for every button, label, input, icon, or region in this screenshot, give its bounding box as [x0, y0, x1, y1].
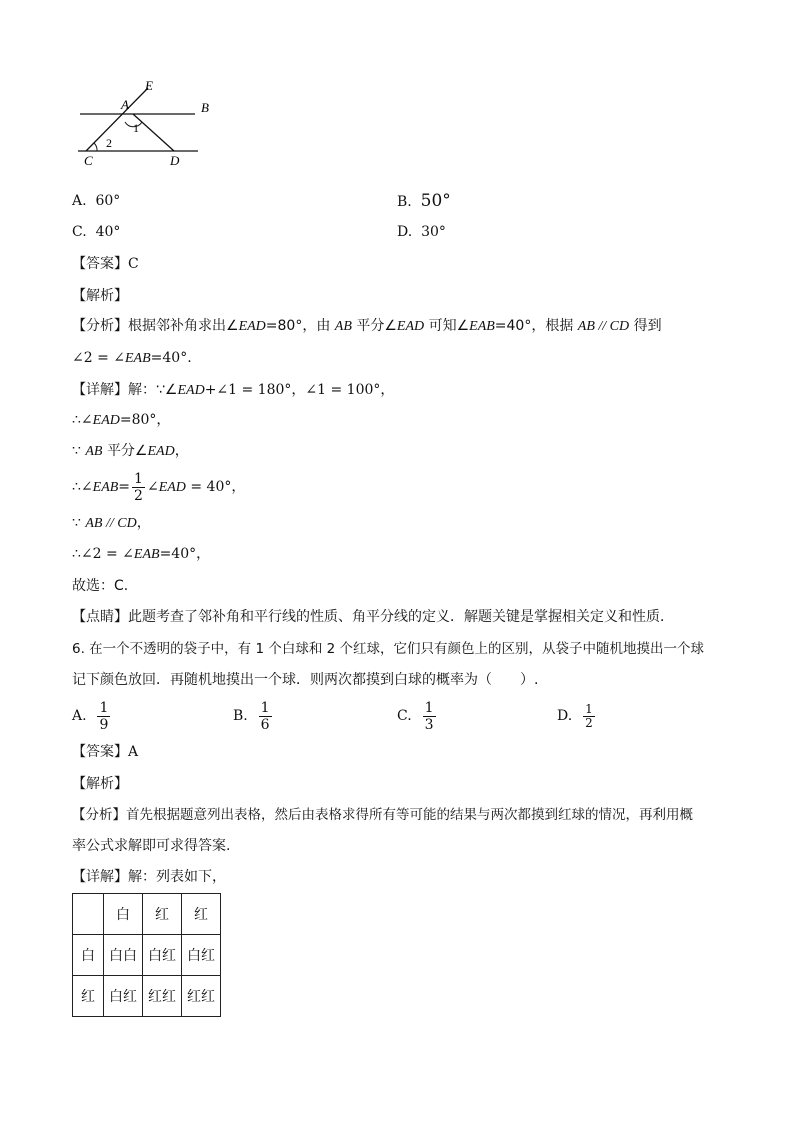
table-cell: 红: [143, 894, 182, 935]
q6-option-a: A. $\frac{1}{9}$: [72, 699, 109, 733]
fraction-one-half: $\frac{1}{2}$: [134, 470, 143, 504]
table-cell: 红红: [182, 976, 221, 1017]
q6-stem-line1: 6. 在一个不透明的袋子中，有 1 个白球和 2 个红球，它们只有颜色上的区别，从袋子中随机地摸出一个球: [72, 641, 705, 657]
q5-detail-line2: ∴∠EAD=80°，: [72, 412, 171, 428]
label-e: E: [145, 78, 153, 93]
q5-option-d: D. 30°: [397, 224, 446, 240]
table-row: [73, 935, 221, 976]
q6-fenxi-line2: 率公式求解即可求得答案.: [72, 838, 231, 854]
q5-fenxi-line1: 【分析】根据邻补角求出∠EAD=80°，由 AB 平分∠EAD 可知∠EAB=40°，根据 AB // CD 得到: [72, 318, 662, 334]
q5-dianjing: 【点睛】此题考查了邻补角和平行线的性质、角平分线的定义．解题关键是掌握相关定义和性质．: [72, 609, 674, 625]
table-cell: 白红: [143, 935, 182, 976]
geometry-figure: [70, 76, 220, 172]
table-row: [73, 976, 221, 1017]
table-cell: 白白: [104, 935, 143, 976]
table-cell: [73, 894, 104, 935]
q5-option-a: A. 60°: [72, 193, 121, 209]
q6-analysis-heading: 【解析】: [72, 776, 128, 792]
table-cell: 白: [104, 894, 143, 935]
table-cell: 红: [73, 976, 104, 1017]
outcome-table: [72, 893, 221, 1017]
line-ad: [133, 114, 174, 151]
angle-2-arc: [94, 143, 97, 151]
table-cell: 白: [73, 935, 104, 976]
label-c: C: [84, 153, 93, 168]
q6-fenxi-line1: 【分析】首先根据题意列出表格，然后由表格求得所有等可能的结果与两次都摸到红球的情况，再利用概: [72, 807, 693, 823]
q6-option-c: C. $\frac{1}{3}$: [397, 699, 434, 733]
q5-option-c: C. 40°: [72, 224, 121, 240]
q5-detail-line1: 【详解】解：∵∠EAD+∠1 = 180°，∠1 = 100°，: [72, 382, 395, 398]
table-cell: 红: [182, 894, 221, 935]
q6-detail: 【详解】解：列表如下，: [72, 869, 226, 885]
label-b: B: [201, 100, 209, 115]
table-row: [73, 894, 221, 935]
label-angle-1: 1: [133, 121, 139, 135]
label-d: D: [170, 153, 180, 168]
q5-option-b: B. 50°: [397, 191, 451, 211]
q6-answer: 【答案】A: [72, 744, 139, 760]
q5-choose: 故选：C.: [72, 578, 129, 594]
q5-detail-line3: ∵ AB 平分∠EAD，: [72, 443, 189, 459]
q5-analysis-heading: 【解析】: [72, 288, 128, 304]
table-cell: 红红: [143, 976, 182, 1017]
q6-option-b: B. $\frac{1}{6}$: [233, 699, 270, 733]
q5-detail-line5: ∵ AB // CD，: [72, 515, 151, 531]
table-cell: 白红: [104, 976, 143, 1017]
label-angle-2: 2: [106, 136, 112, 150]
q5-detail-line6: ∴∠2 = ∠EAB=40°，: [72, 546, 211, 562]
q5-answer: 【答案】C: [72, 256, 139, 272]
q6-stem-line2: 记下颜色放回．再随机地摸出一个球．则两次都摸到白球的概率为（ ）.: [72, 672, 539, 688]
q5-detail-line4: ∴∠EAB= $\frac{1}{2}$ ∠EAD = 40°，: [72, 470, 246, 504]
q6-option-d: D. $\frac{1}{2}$: [557, 701, 593, 730]
table-cell: 白红: [182, 935, 221, 976]
label-a: A: [121, 97, 129, 112]
q5-fenxi-line2: ∠2 = ∠EAB=40°.: [72, 350, 192, 366]
